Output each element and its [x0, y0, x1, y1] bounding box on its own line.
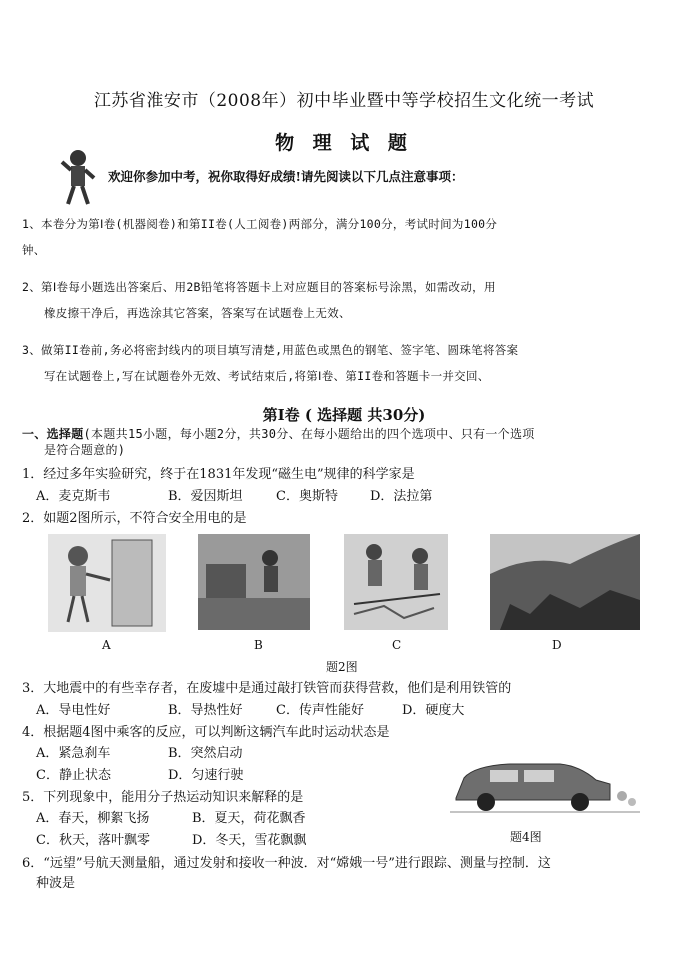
section-intro-text: (本题共15小题，每小题2分，共30分、在每小题给出的四个选项中、只有一个选项: [83, 427, 535, 441]
figure-2c-image: [344, 534, 448, 630]
exam-title: 江苏省淮安市（2008年）初中毕业暨中等学校招生文化统一考试: [93, 91, 595, 111]
question-5-stem: 5．下列现象中，能用分子热运动知识来解释的是: [22, 790, 304, 805]
figure-4-caption: 题4图: [510, 830, 542, 844]
option: A．导电性好: [36, 703, 111, 718]
option: D．冬天，雪花飘飘: [192, 833, 307, 848]
option: A．紧急刹车: [36, 746, 111, 761]
section-intro: [22, 426, 662, 458]
figure-2b-image: [198, 534, 310, 630]
option: C．传声性能好: [276, 703, 364, 718]
question-4-stem: 4．根据题4图中乘客的反应，可以判断这辆汽车此时运动状态是: [22, 725, 390, 740]
option: A．麦克斯韦: [36, 489, 111, 504]
note-line: 橡皮擦干净后，再选涂其它答案，答案写在试题卷上无效、: [44, 306, 351, 320]
note-line: 3、做第II卷前,务必将密封线内的项目填写清楚,用蓝色或黑色的钢笔、签字笔、圆珠笔将答案: [22, 343, 519, 357]
note-1: [22, 216, 662, 258]
note-line: 钟、: [22, 243, 46, 257]
figure-2a-image: [48, 534, 166, 632]
figure-4-image: [450, 752, 640, 818]
question-6-stem-cont: 种波是: [36, 876, 76, 891]
question-1-stem: 1．经过多年实验研究，终于在1831年发现“磁生电”规律的科学家是: [22, 467, 415, 482]
section-intro-text: 是符合题意的): [44, 443, 126, 457]
figure-2c-label: C: [392, 638, 402, 652]
note-3: [22, 342, 662, 384]
figure-2d-label: D: [552, 638, 562, 652]
option: C．秋天，落叶飘零: [36, 833, 150, 848]
figure-2d-image: [490, 534, 640, 630]
option: D．法拉第: [370, 489, 433, 504]
note-line: 2、第Ⅰ卷每小题选出答案后、用2B铅笔将答题卡上对应题目的答案标号涂黑，如需改动，用: [22, 280, 496, 294]
section-intro-bold: 一、选择题: [22, 427, 84, 441]
option: B．夏天，荷花飘香: [192, 811, 306, 826]
note-line: 1、本卷分为第Ⅰ卷(机器阅卷)和第II卷(人工阅卷)两部分，满分100分，考试时间为100分: [22, 217, 498, 231]
option: C．奥斯特: [276, 489, 338, 504]
option: D．匀速行驶: [168, 768, 244, 783]
option: B．突然启动: [168, 746, 243, 761]
option: C．静止状态: [36, 768, 111, 783]
question-2-stem: 2．如题2图所示，不符合安全用电的是: [22, 511, 247, 526]
subject-title: 物 理 试 题: [275, 132, 413, 154]
option: B．导热性好: [168, 703, 243, 718]
option: D．硬度大: [402, 703, 465, 718]
figure-2-caption: 题2图: [326, 660, 358, 674]
option: A．春天，柳絮飞扬: [36, 811, 150, 826]
note-2: [22, 279, 662, 321]
figure-2b-label: B: [254, 638, 263, 652]
option: B．爱因斯坦: [168, 489, 243, 504]
section-title: 第Ⅰ卷 ( 选择题 共30分): [262, 406, 426, 424]
welcome-text: 欢迎你参加中考，祝你取得好成绩!请先阅读以下几点注意事项：: [108, 169, 464, 184]
figure-2a-label: A: [102, 638, 111, 652]
question-3-stem: 3．大地震中的有些幸存者，在废墟中是通过敲打铁管而获得营救，他们是利用铁管的: [22, 681, 512, 696]
mascot-illustration: [58, 148, 98, 206]
note-line: 写在试题卷上,写在试题卷外无效、考试结束后,将第Ⅰ卷、第II卷和答题卡一并交回、: [44, 369, 490, 383]
question-6-stem: 6．“远望”号航天测量船，通过发射和接收一种波．对“嫦娥一号”进行跟踪、测量与控制．这: [22, 856, 551, 871]
